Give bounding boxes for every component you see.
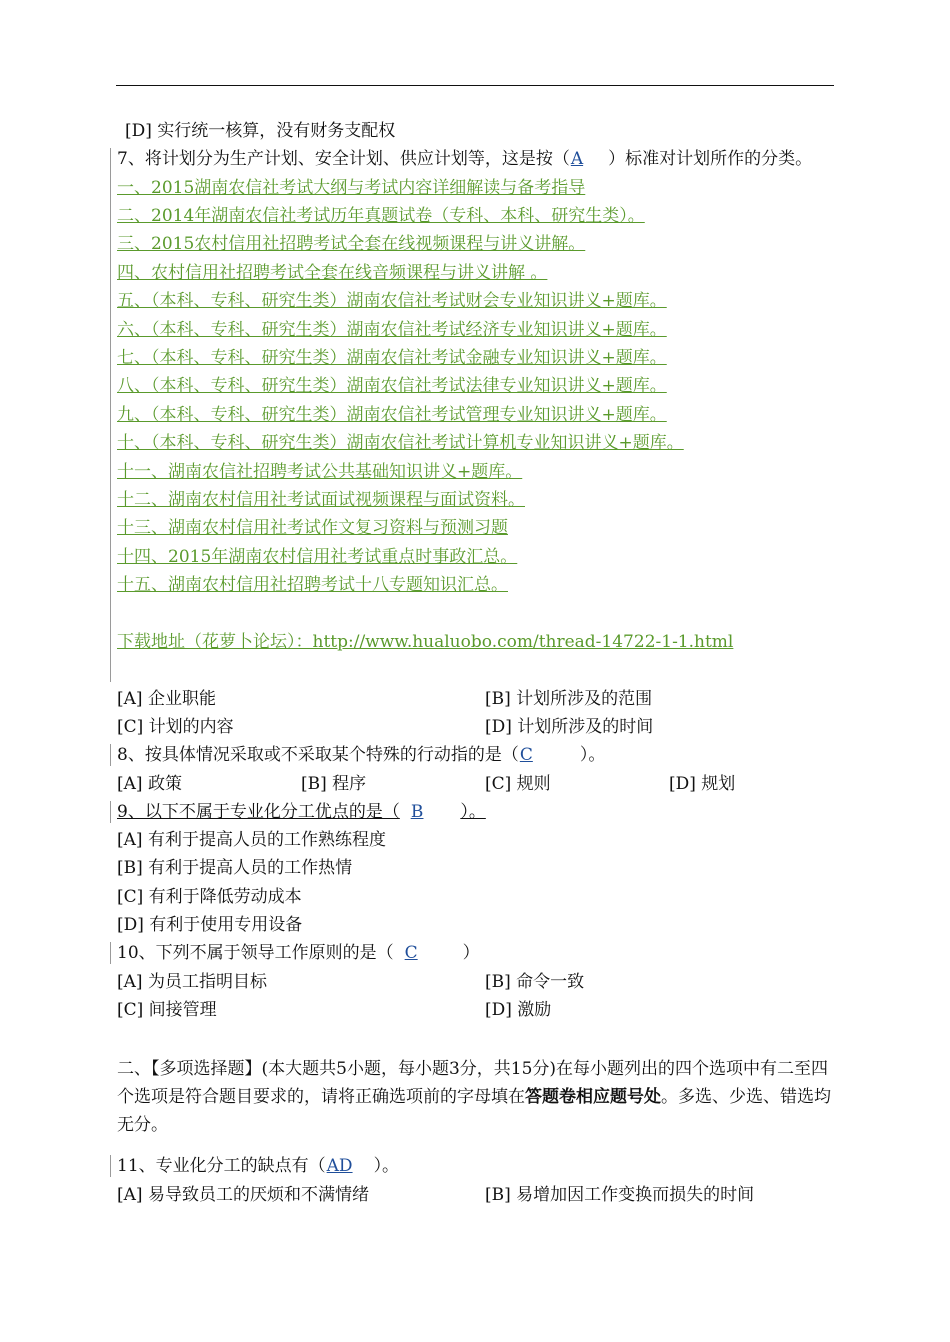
resource-link-1[interactable]: 一、2015湖南农信社考试大纲与考试内容详细解读与备考指导 [117,178,586,198]
resource-link-3[interactable]: 三、2015农村信用社招聘考试全套在线视频课程与讲义讲解。 [117,234,586,254]
resource-link-7[interactable]: 七、（本科、专科、研究生类）湖南农信社考试金融专业知识讲义+题库。 [117,348,667,368]
question-8: 8、按具体情况采取或不采取某个特殊的行动指的是（C ）。 [117,745,606,765]
resource-link-14[interactable]: 十四、2015年湖南农村信用社考试重点时事政汇总。 [117,547,518,567]
question-11: 11、专业化分工的缺点有（AD ）。 [117,1156,400,1176]
section-2-instructions: 二、【多项选择题】(本大题共5小题，每小题3分，共15分)在每小题列出的四个选项中有二至四个选项是符合题目要求的，请将正确选项前的字母填在答题卷相应题号处。多选、少选、错选均无分。 [117,1059,831,1135]
q11-option-a: [A] 易导致员工的厌烦和不满情绪 [117,1185,369,1205]
q8-option-b: [B] 程序 [301,774,367,794]
q7-option-a: [A] 企业职能 [117,689,216,709]
resource-link-6[interactable]: 六、（本科、专科、研究生类）湖南农信社考试经济专业知识讲义+题库。 [117,320,667,340]
resource-link-13[interactable]: 十三、湖南农村信用社考试作文复习资料与预测习题 [117,518,508,538]
change-bar [110,148,111,682]
previous-option-d: [D] 实行统一核算，没有财务支配权 [125,121,396,141]
answer-link[interactable]: C [404,943,418,963]
q8-option-a: [A] 政策 [117,774,182,794]
answer-link[interactable]: AD [326,1156,353,1176]
q11-option-b: [B] 易增加因工作变换而损失的时间 [485,1185,755,1205]
question-10: 10、下列不属于领导工作原则的是（ C ） [117,943,480,963]
q8-option-d: [D] 规划 [669,774,736,794]
header-rule [116,85,834,86]
download-link[interactable]: 下载地址（花萝卜论坛）：http://www.hualuobo.com/thread-14722-1-1.html [117,632,734,652]
answer-link[interactable]: A [570,149,584,169]
q10-option-a: [A] 为员工指明目标 [117,972,267,992]
resource-link-12[interactable]: 十二、湖南农村信用社考试面试视频课程与面试资料。 [117,490,525,510]
change-bar [110,744,111,766]
resource-link-4[interactable]: 四、农村信用社招聘考试全套在线音频课程与讲义讲解 。 [117,263,548,283]
q10-option-c: [C] 间接管理 [117,1000,217,1020]
answer-link[interactable]: B [410,802,424,822]
q9-option-a: [A] 有利于提高人员的工作熟练程度 [117,830,386,850]
question-9: 9、以下不属于专业化分工优点的是（ B ）。 [117,802,486,822]
resource-link-2[interactable]: 二、2014年湖南农信社考试历年真题试卷（专科、本科、研究生类）。 [117,206,645,226]
resource-link-9[interactable]: 九、（本科、专科、研究生类）湖南农信社考试管理专业知识讲义+题库。 [117,405,667,425]
q10-option-d: [D] 激励 [485,1000,552,1020]
question-text: 7、将计划分为生产计划、安全计划、供应计划等，这是按（ [117,149,570,169]
q8-option-c: [C] 规则 [485,774,551,794]
change-bar [110,1155,111,1177]
q9-option-d: [D] 有利于使用专用设备 [117,915,303,935]
q10-option-b: [B] 命令一致 [485,972,585,992]
resource-link-11[interactable]: 十一、湖南农信社招聘考试公共基础知识讲义+题库。 [117,462,523,482]
q7-option-c: [C] 计划的内容 [117,717,234,737]
answer-link[interactable]: C [519,745,533,765]
q7-option-b: [B] 计划所涉及的范围 [485,689,653,709]
resource-link-15[interactable]: 十五、湖南农村信用社招聘考试十八专题知识汇总。 [117,575,508,595]
question-7: 7、将计划分为生产计划、安全计划、供应计划等，这是按（A ）标准对计划所作的分类。 [117,149,813,169]
q9-option-b: [B] 有利于提高人员的工作热情 [117,858,353,878]
resource-link-8[interactable]: 八、（本科、专科、研究生类）湖南农信社考试法律专业知识讲义+题库。 [117,376,667,396]
q7-option-d: [D] 计划所涉及的时间 [485,717,654,737]
q9-option-c: [C] 有利于降低劳动成本 [117,887,302,907]
resource-link-10[interactable]: 十、（本科、专科、研究生类）湖南农信社考试计算机专业知识讲义+题库。 [117,433,684,453]
emphasis-text: 答题卷相应题号处 [525,1087,661,1107]
change-bar [110,942,111,964]
change-bar [110,801,111,823]
resource-link-5[interactable]: 五、（本科、专科、研究生类）湖南农信社考试财会专业知识讲义+题库。 [117,291,667,311]
